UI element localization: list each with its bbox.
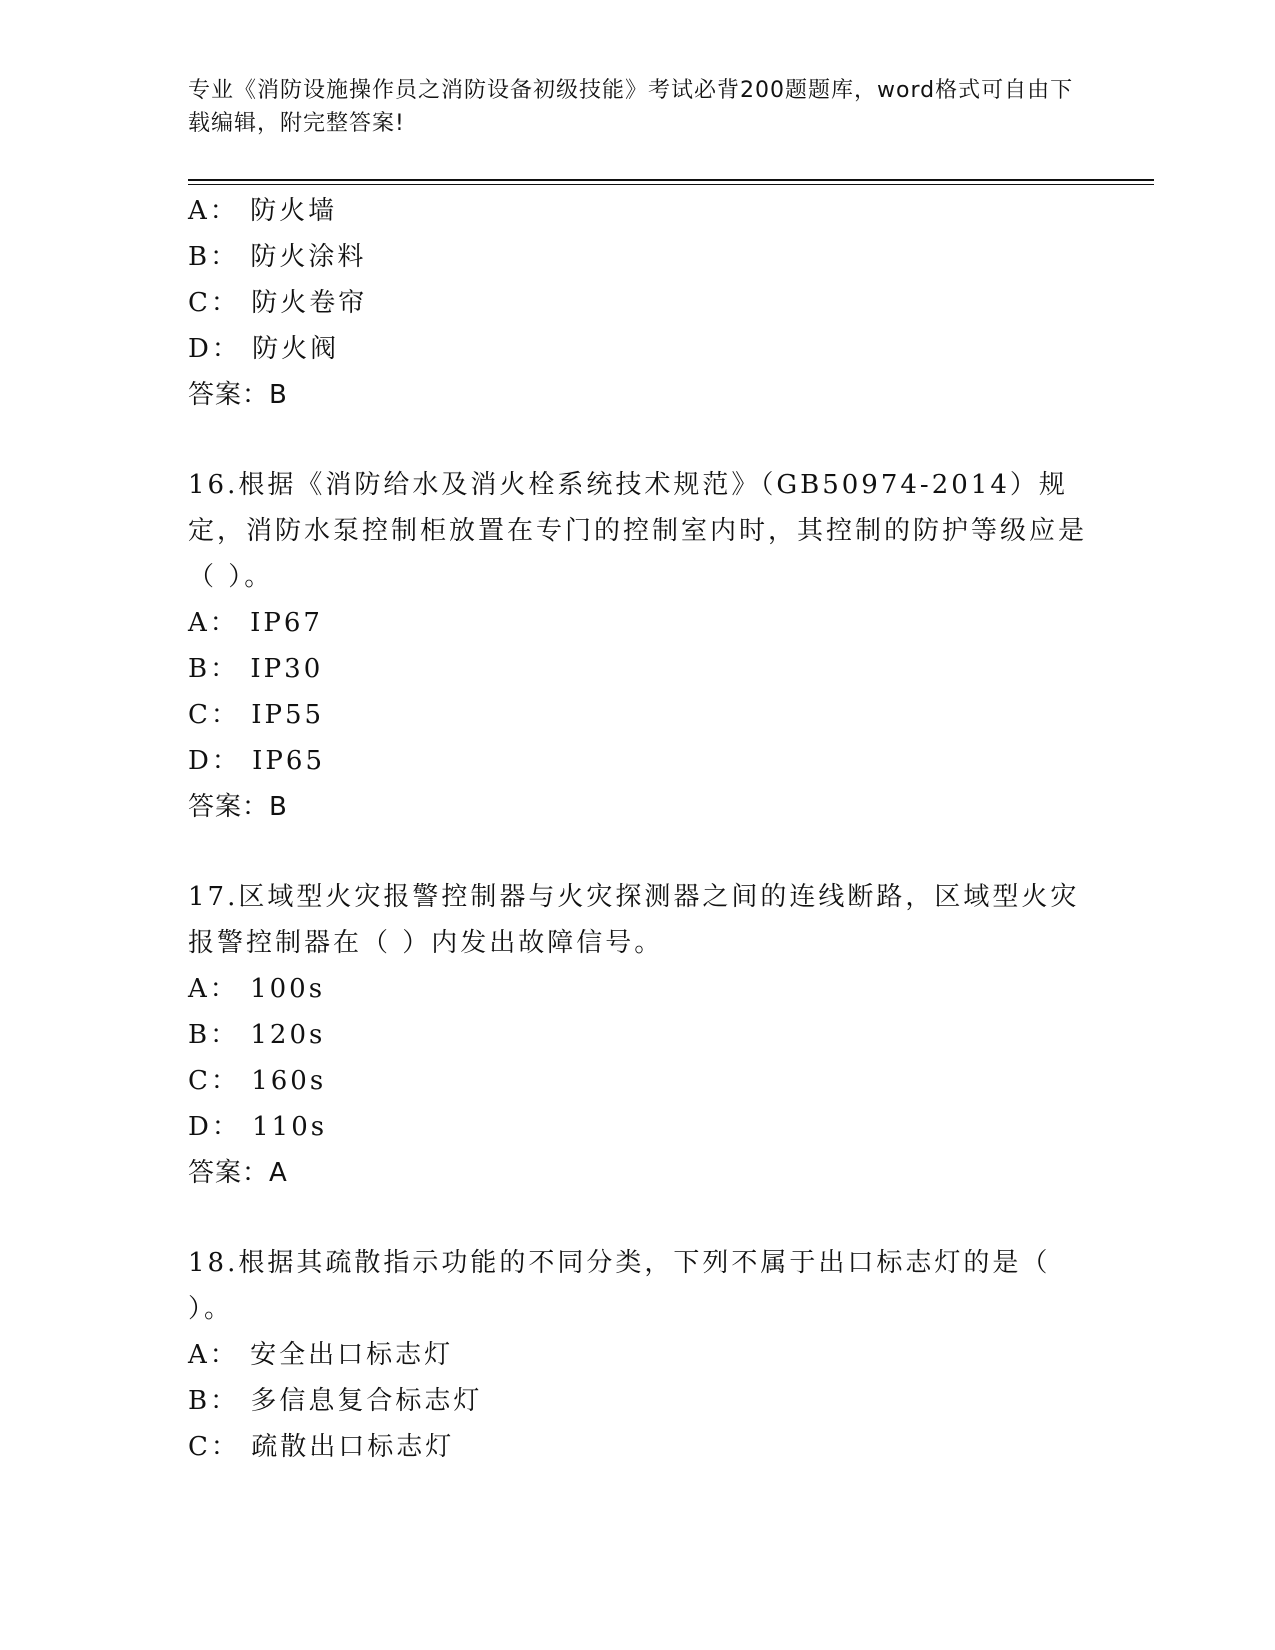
header-text: 专业《消防设施操作员之消防设备初级技能》考试必背200题题库，word格式可自由下载编辑，附完整答案! (188, 78, 1074, 136)
option-a: A： IP67 (188, 608, 323, 638)
option-c: C： IP55 (188, 700, 325, 730)
answer-line: 答案：A (188, 1158, 288, 1188)
option-b: B： IP30 (188, 654, 324, 684)
option-b: B： 多信息复合标志灯 (188, 1386, 483, 1416)
question-stem: 16.根据《消防给水及消火栓系统技术规范》（GB50974-2014）规定，消防水泵控制柜放置在专门的控制室内时，其控制的防护等级应是（ ）。 (188, 470, 1088, 592)
question-block-17 (188, 874, 1088, 1196)
option-c: C： 疏散出口标志灯 (188, 1432, 455, 1462)
option-a: A： 安全出口标志灯 (188, 1340, 454, 1370)
option-c: C： 防火卷帘 (188, 288, 368, 318)
document-header (188, 74, 1088, 140)
question-block-18 (188, 1240, 1088, 1470)
option-c: C： 160s (188, 1066, 327, 1096)
question-content (188, 188, 1088, 1470)
question-block-16 (188, 462, 1088, 830)
option-d: D： IP65 (188, 746, 325, 776)
option-d: D： 110s (188, 1112, 328, 1142)
question-block-prev (188, 188, 1088, 418)
answer-line: 答案：B (188, 380, 288, 410)
question-stem: 17.区域型火灾报警控制器与火灾探测器之间的连线断路，区域型火灾报警控制器在（ ）内发出故障信号。 (188, 882, 1080, 958)
option-a: A： 防火墙 (188, 196, 338, 226)
option-d: D： 防火阀 (188, 334, 340, 364)
option-a: A： 100s (188, 974, 326, 1004)
option-b: B： 防火涂料 (188, 242, 367, 272)
header-divider-thick (188, 179, 1154, 181)
option-b: B： 120s (188, 1020, 326, 1050)
question-stem: 18.根据其疏散指示功能的不同分类，下列不属于出口标志灯的是（ ）。 (188, 1248, 1051, 1324)
answer-line: 答案：B (188, 792, 288, 822)
header-divider-thin (188, 184, 1154, 185)
